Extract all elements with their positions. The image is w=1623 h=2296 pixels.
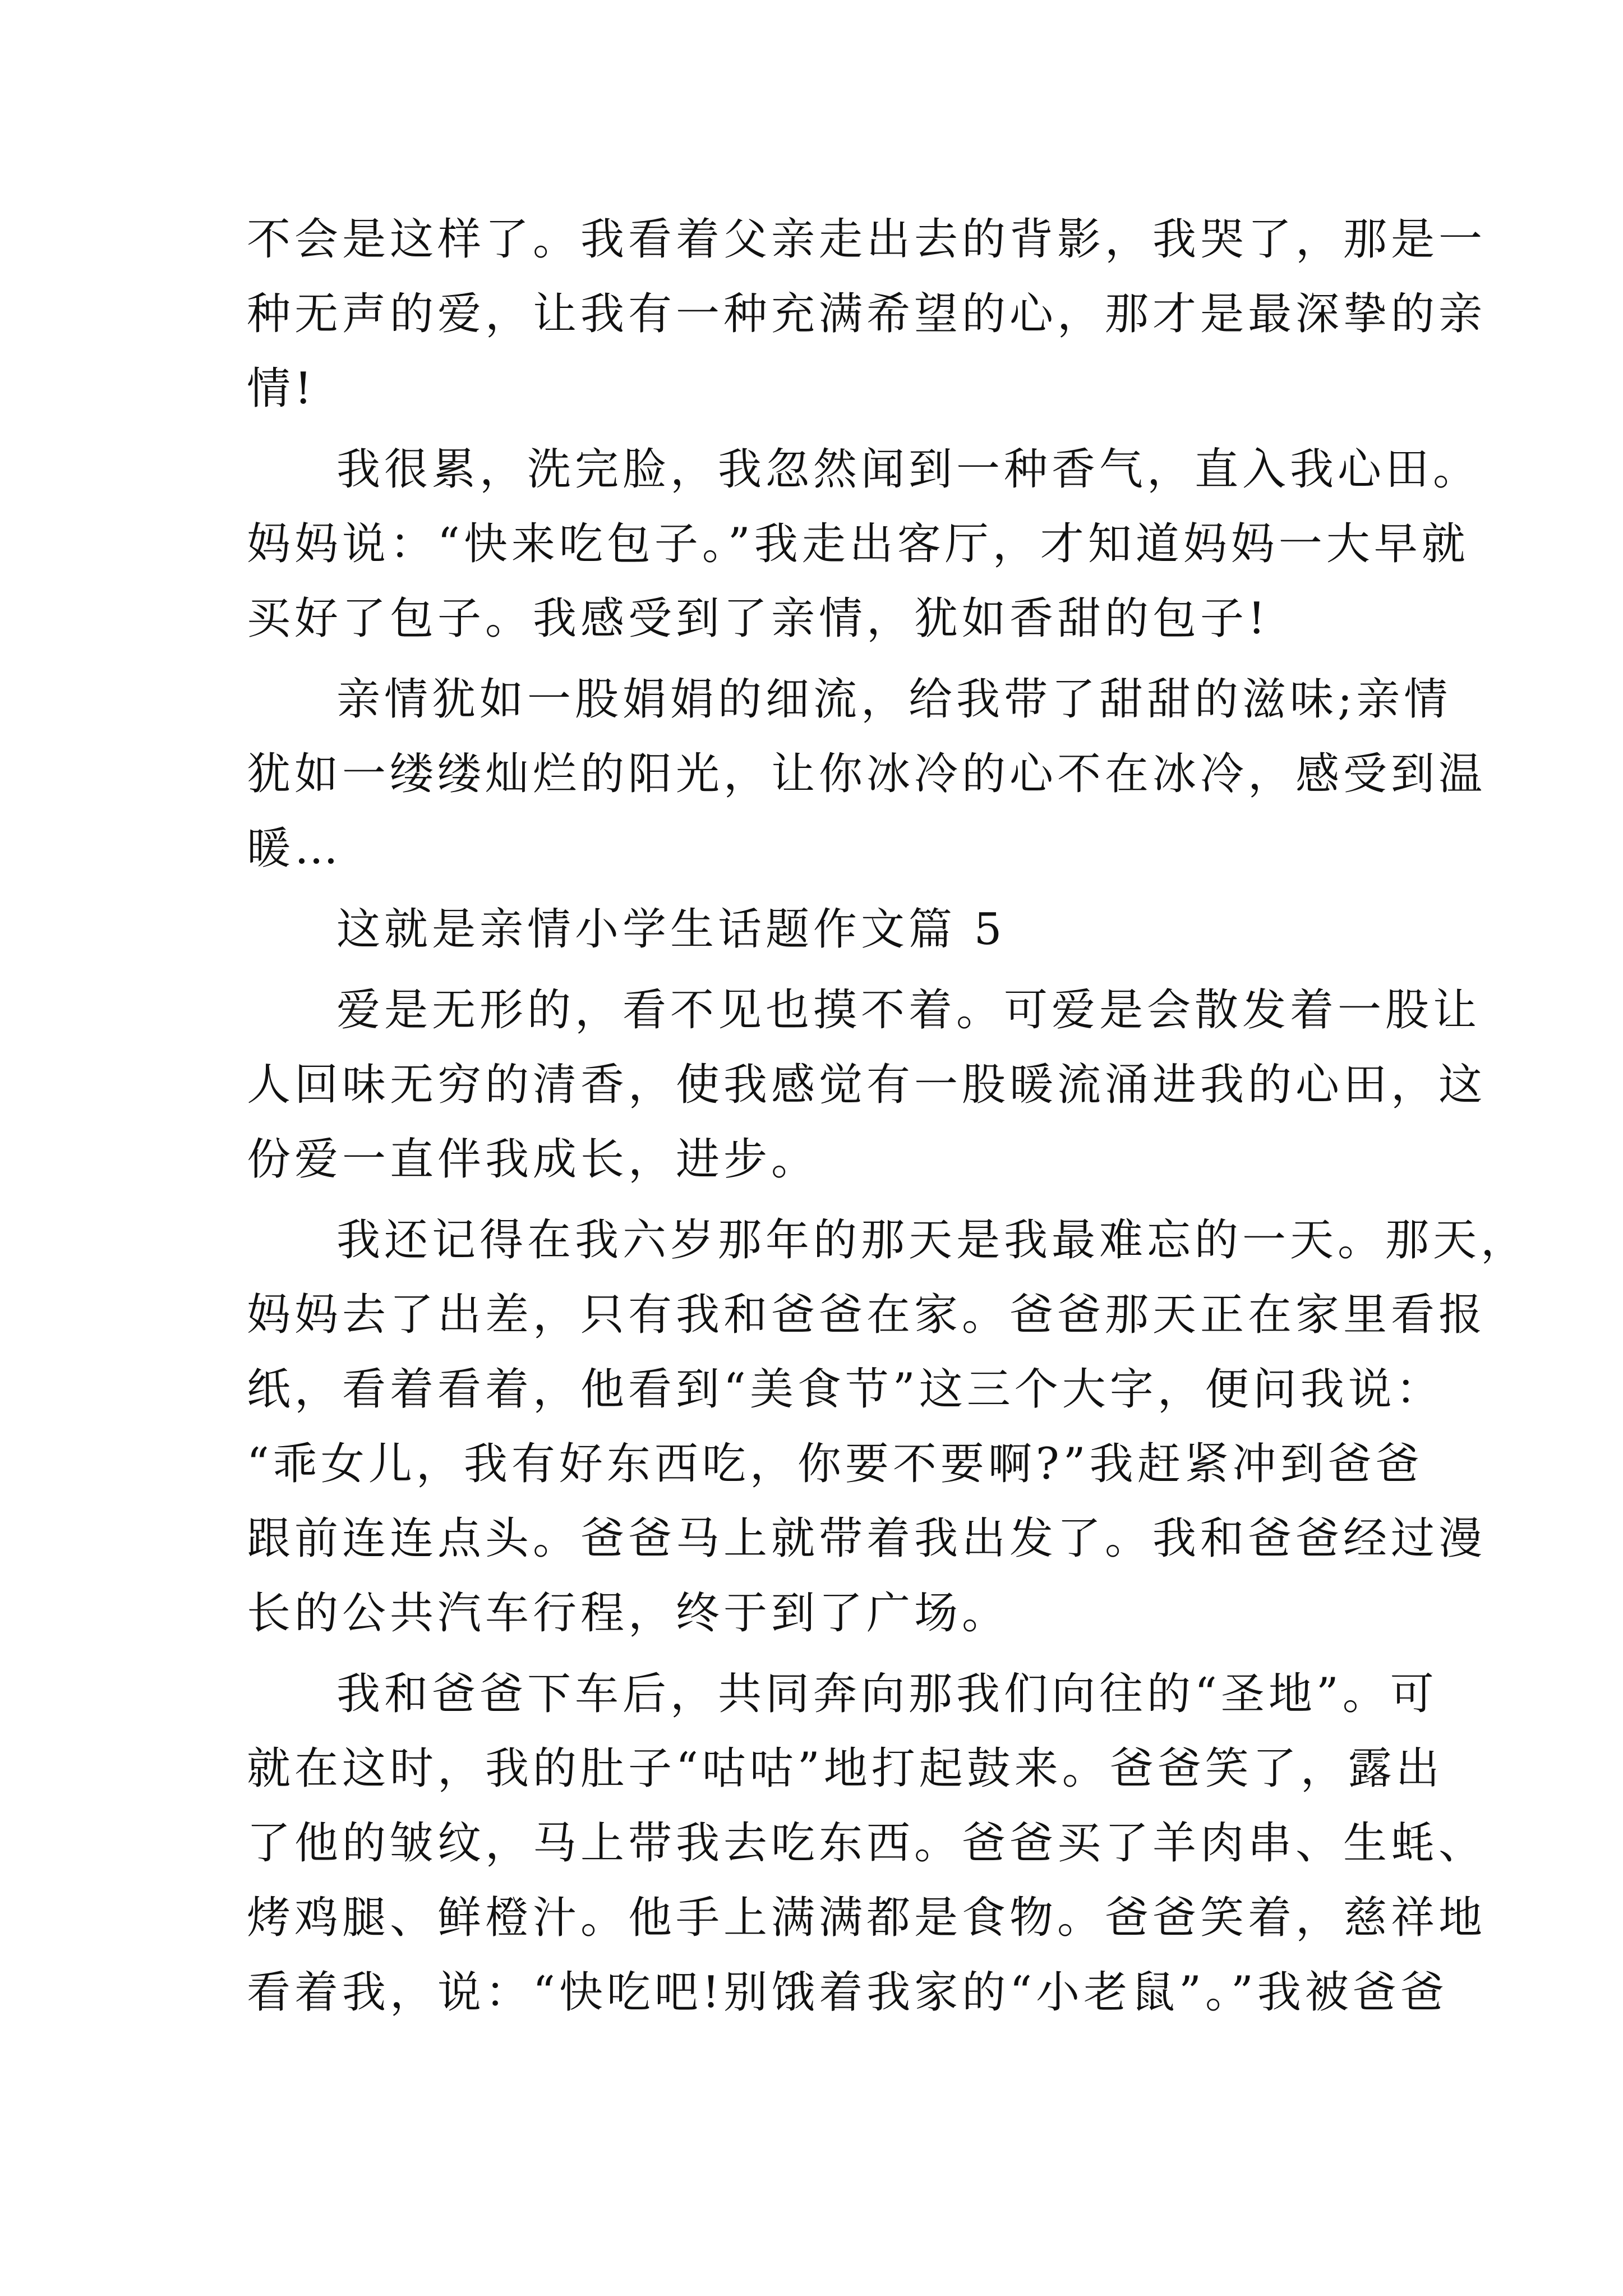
paragraph-first-line: 亲情犹如一股娟娟的细流，给我带了甜甜的滋味;亲情 xyxy=(336,674,1452,725)
text-line: 不会是这样了。我看着父亲走出去的背影，我哭了，那是一 xyxy=(247,214,1487,265)
text-line: 情! xyxy=(247,364,316,414)
text-line: 看着我，说：“快吃吧!别饿着我家的“小老鼠”。”我被爸爸 xyxy=(247,1967,1448,2018)
section-heading: 这就是亲情小学生话题作文篇 5 xyxy=(336,904,1006,955)
text-line: 跟前连连点头。爸爸马上就带着我出发了。我和爸爸经过漫 xyxy=(247,1513,1487,1564)
paragraph-first-line: 爱是无形的，看不见也摸不着。可爱是会散发着一股让 xyxy=(336,985,1481,1036)
text-line: 妈妈去了出差，只有我和爸爸在家。爸爸那天正在家里看报 xyxy=(247,1290,1487,1340)
text-line: 长的公共汽车行程，终于到了广场。 xyxy=(247,1588,1010,1639)
text-line: 种无声的爱，让我有一种充满希望的心，那才是最深挚的亲 xyxy=(247,289,1487,339)
paragraph-first-line: 我还记得在我六岁那年的那天是我最难忘的一天。那天， xyxy=(336,1215,1529,1266)
text-line: 纸，看着看着，他看到“美食节”这三个大字，便问我说： xyxy=(247,1364,1444,1415)
text-line: 了他的皱纹，马上带我去吃东西。爸爸买了羊肉串、生蚝、 xyxy=(247,1818,1487,1869)
paragraph-first-line: 我和爸爸下车后，共同奔向那我们向往的“圣地”。可 xyxy=(336,1669,1438,1719)
text-line: 份爱一直伴我成长，进步。 xyxy=(247,1134,819,1185)
text-line: “乖女儿，我有好东西吃，你要不要啊?”我赶紧冲到爸爸 xyxy=(247,1439,1423,1489)
text-line: 买好了包子。我感受到了亲情，犹如香甜的包子! xyxy=(247,593,1270,644)
text-line: 犹如一缕缕灿烂的阳光，让你冰冷的心不在冰冷，感受到温 xyxy=(247,749,1487,799)
text-line: 妈妈说：“快来吃包子。”我走出客厅，才知道妈妈一大早就 xyxy=(247,519,1469,569)
paragraph-first-line: 我很累，洗完脸，我忽然闻到一种香气，直入我心田。 xyxy=(336,444,1481,495)
text-line: 人回味无穷的清香，使我感觉有一股暖流涌进我的心田，这 xyxy=(247,1060,1487,1110)
text-line: 烤鸡腿、鲜橙汁。他手上满满都是食物。爸爸笑着，慈祥地 xyxy=(247,1893,1487,1943)
text-line: 暖… xyxy=(247,823,343,874)
text-line: 就在这时，我的肚子“咕咕”地打起鼓来。爸爸笑了，露出 xyxy=(247,1743,1444,1794)
